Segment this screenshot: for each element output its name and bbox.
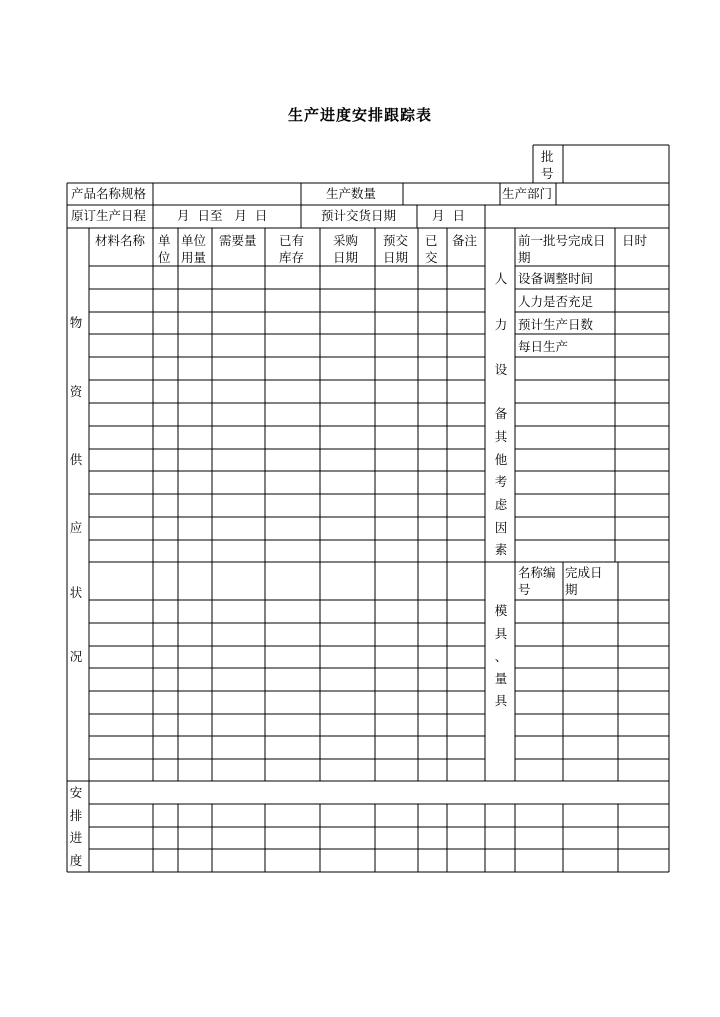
col-pre-delivery-1: 预交 — [383, 233, 409, 248]
production-dept-label: 生产部门 — [502, 186, 553, 201]
manpower-time-header: 日时 — [622, 233, 648, 248]
schedule-label-1: 安 — [69, 785, 83, 800]
col-purchase-date-2: 日期 — [333, 250, 359, 265]
col-unit-1: 单 — [158, 233, 171, 248]
manpower-item-prev-batch-2: 期 — [518, 250, 531, 265]
mold-label-5: 具 — [494, 693, 508, 708]
schedule-label-3: 进 — [69, 830, 83, 845]
col-delivered-2: 交 — [425, 250, 438, 265]
mold-label-2: 具 — [494, 626, 508, 641]
product-spec-label: 产品名称规格 — [71, 186, 147, 201]
mold-label-4: 量 — [494, 671, 508, 686]
col-unit-usage-2: 用量 — [181, 250, 207, 265]
mold-label-3: 、 — [494, 649, 508, 664]
schedule-dates: 月 日至 月 日 — [177, 208, 268, 223]
mold-label-1: 模 — [494, 603, 508, 618]
planned-schedule-label: 原订生产日程 — [71, 208, 147, 223]
materials-label-4: 应 — [69, 520, 83, 535]
col-pre-delivery-2: 日期 — [383, 250, 409, 265]
mold-col-finish-1: 完成日 — [565, 565, 603, 580]
manpower-label-3: 设 — [494, 362, 508, 377]
manpower-label-4: 备 — [494, 406, 508, 421]
manpower-item-days: 预计生产日数 — [518, 317, 594, 332]
other-label-1: 其 — [494, 429, 508, 444]
page-title: 生产进度安排跟踪表 — [287, 106, 432, 124]
other-label-3: 考 — [494, 474, 508, 489]
materials-label-1: 物 — [69, 315, 83, 330]
other-label-6: 素 — [494, 542, 508, 557]
mold-col-name-no-1: 名称编 — [518, 565, 556, 580]
batch-label-1: 批 — [541, 149, 554, 164]
delivery-date: 月 日 — [432, 208, 465, 223]
col-purchase-date-1: 采购 — [333, 233, 359, 248]
materials-label-3: 供 — [69, 452, 83, 467]
materials-label-6: 况 — [69, 649, 83, 664]
manpower-item-equipment: 设备调整时间 — [518, 271, 594, 286]
schedule-label-2: 排 — [69, 808, 83, 823]
col-unit-2: 位 — [158, 250, 171, 265]
materials-label-2: 资 — [69, 384, 83, 399]
col-delivered-1: 已 — [425, 233, 438, 248]
col-material-name: 材料名称 — [95, 233, 146, 248]
schedule-label-4: 度 — [69, 853, 83, 868]
mold-col-finish-2: 期 — [565, 582, 578, 597]
production-qty-label: 生产数量 — [326, 186, 377, 201]
manpower-item-daily: 每日生产 — [518, 339, 569, 354]
col-required-qty: 需要量 — [219, 233, 257, 248]
col-in-stock-1: 已有 — [279, 233, 305, 248]
manpower-item-prev-batch-1: 前一批号完成日 — [518, 233, 606, 248]
manpower-item-sufficient: 人力是否充足 — [518, 294, 594, 309]
other-label-2: 他 — [494, 452, 508, 467]
other-label-5: 因 — [494, 520, 508, 535]
materials-label-5: 状 — [69, 585, 83, 600]
manpower-label-2: 力 — [494, 317, 508, 332]
mold-col-name-no-2: 号 — [518, 582, 531, 597]
col-in-stock-2: 库存 — [279, 250, 305, 265]
col-remarks: 备注 — [452, 233, 478, 248]
other-label-4: 虑 — [494, 497, 508, 512]
col-unit-usage-1: 单位 — [181, 233, 207, 248]
expected-delivery-label: 预计交货日期 — [321, 208, 397, 223]
batch-label-2: 号 — [541, 166, 554, 181]
manpower-label-1: 人 — [494, 271, 508, 286]
